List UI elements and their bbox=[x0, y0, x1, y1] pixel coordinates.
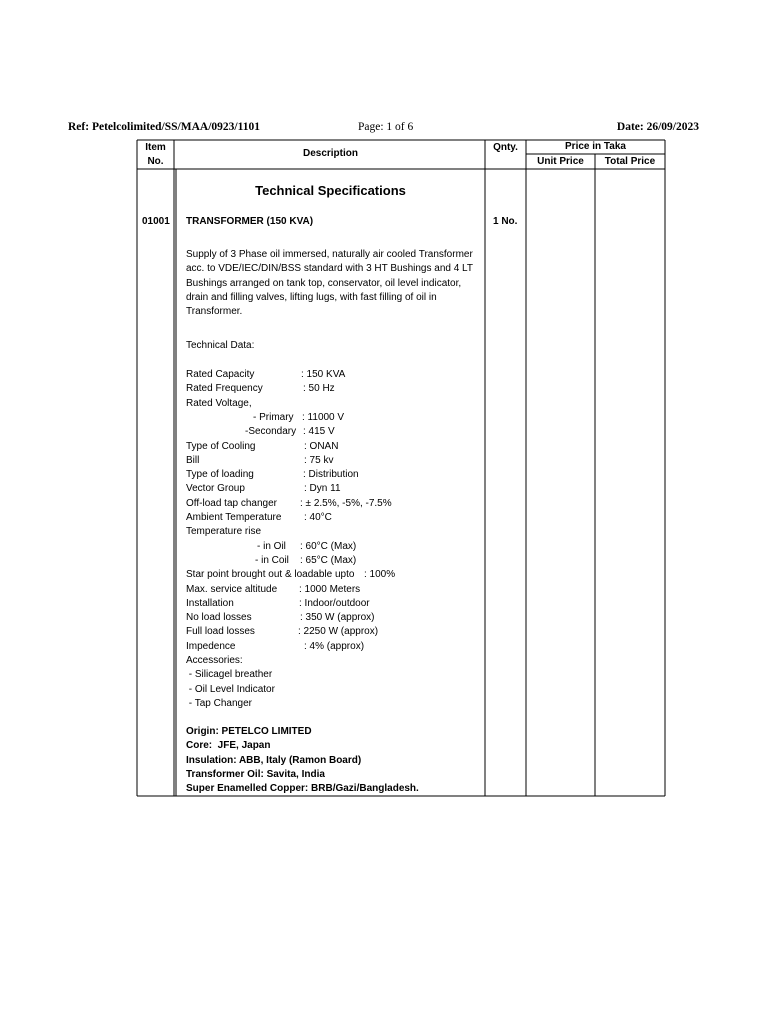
description-line: drain and filling valves, lifting lugs, with fast filling of oil in bbox=[186, 291, 437, 303]
origin-line: Insulation: ABB, Italy (Ramon Board) bbox=[186, 754, 362, 766]
spec-label: Type of loading bbox=[186, 469, 254, 481]
spec-value: : ONAN bbox=[304, 440, 339, 452]
spec-label: Impedence bbox=[186, 640, 236, 652]
column-header-total-price: Total Price bbox=[604, 156, 656, 167]
spec-label: -Secondary bbox=[245, 426, 297, 438]
spec-label: - in Oil bbox=[257, 540, 286, 552]
item-name: TRANSFORMER (150 KVA) bbox=[186, 216, 314, 227]
accessories-label: Accessories: bbox=[186, 655, 243, 666]
origin-line: Super Enamelled Copper: BRB/Gazi/Bangladesh. bbox=[186, 783, 419, 795]
document-date: Date: 26/09/2023 bbox=[616, 121, 699, 133]
spec-value: : 150 KVA bbox=[301, 369, 346, 380]
section-title: Technical Specifications bbox=[255, 183, 406, 198]
column-header-price-in-taka: Price in Taka bbox=[565, 141, 626, 152]
origin-line: Origin: PETELCO LIMITED bbox=[186, 726, 312, 737]
spec-label: - in Coil bbox=[255, 554, 289, 566]
description-line: Supply of 3 Phase oil immersed, naturally air cooled Transformer bbox=[186, 249, 473, 260]
spec-value: : 4% (approx) bbox=[304, 640, 365, 652]
spec-value: : Distribution bbox=[303, 469, 359, 481]
accessory-item: - Silicagel breather bbox=[186, 669, 273, 681]
spec-value: : 75 kv bbox=[304, 454, 334, 466]
spec-value: : ± 2.5%, -5%, -7.5% bbox=[300, 497, 392, 509]
spec-label: Installation bbox=[186, 597, 234, 609]
spec-label: No load losses bbox=[186, 612, 252, 624]
accessory-item: - Tap Changer bbox=[186, 697, 252, 709]
spec-value: : Indoor/outdoor bbox=[299, 597, 370, 609]
item-description bbox=[186, 248, 473, 319]
column-header-description: Description bbox=[302, 148, 358, 159]
column-header-item-line2: No. bbox=[147, 156, 164, 167]
spec-label: Ambient Temperature bbox=[186, 512, 282, 523]
spec-value: : 50 Hz bbox=[303, 383, 335, 395]
spec-value: : 60°C (Max) bbox=[300, 540, 357, 552]
page-number: Page: 1 of 6 bbox=[358, 121, 414, 133]
column-header-item-line1: Item bbox=[145, 142, 166, 153]
spec-label: Max. service altitude bbox=[186, 583, 278, 595]
spec-value: : 1000 Meters bbox=[299, 583, 361, 595]
spec-value: : Dyn 11 bbox=[304, 483, 341, 495]
spec-label: Off-load tap changer bbox=[186, 497, 277, 509]
spec-label: Rated Capacity bbox=[186, 369, 255, 380]
spec-label: Rated Voltage, bbox=[186, 397, 252, 409]
spec-label: Full load losses bbox=[186, 626, 255, 638]
accessory-item: - Oil Level Indicator bbox=[186, 683, 275, 695]
spec-label: Bill bbox=[186, 454, 200, 466]
reference-number: Ref: Petelcolimited/SS/MAA/0923/1101 bbox=[68, 121, 260, 133]
description-line: acc. to VDE/IEC/DIN/BSS standard with 3 HT Bushings and 4 LT bbox=[186, 263, 473, 275]
spec-value: : 11000 V bbox=[302, 411, 345, 423]
description-line: Transformer. bbox=[186, 306, 243, 318]
column-header-unit-price: Unit Price bbox=[537, 156, 584, 167]
spec-value: : 2250 W (approx) bbox=[298, 626, 379, 638]
spec-value: : 350 W (approx) bbox=[300, 612, 375, 624]
spec-label: Type of Cooling bbox=[186, 440, 256, 452]
origin-line: Core: JFE, Japan bbox=[186, 740, 271, 752]
item-number: 01001 bbox=[142, 216, 170, 227]
spec-value: : 65°C (Max) bbox=[300, 554, 357, 566]
spec-label: Star point brought out & loadable upto bbox=[186, 569, 355, 581]
spec-label: Rated Frequency bbox=[186, 383, 263, 395]
spec-label: - Primary bbox=[253, 411, 294, 423]
spec-value: : 415 V bbox=[303, 426, 335, 438]
description-line: Bushings arranged on tank top, conservator, oil level indicator, bbox=[186, 277, 462, 289]
technical-data-label: Technical Data: bbox=[186, 340, 255, 351]
spec-value: : 40°C bbox=[304, 512, 332, 523]
spec-label: Temperature rise bbox=[186, 526, 262, 538]
column-header-qty: Qnty. bbox=[493, 142, 518, 153]
item-quantity: 1 No. bbox=[493, 216, 518, 227]
origin-line: Transformer Oil: Savita, India bbox=[186, 768, 325, 780]
spec-label: Vector Group bbox=[186, 483, 245, 495]
spec-value: : 100% bbox=[364, 569, 396, 581]
column-header-item bbox=[137, 141, 174, 169]
